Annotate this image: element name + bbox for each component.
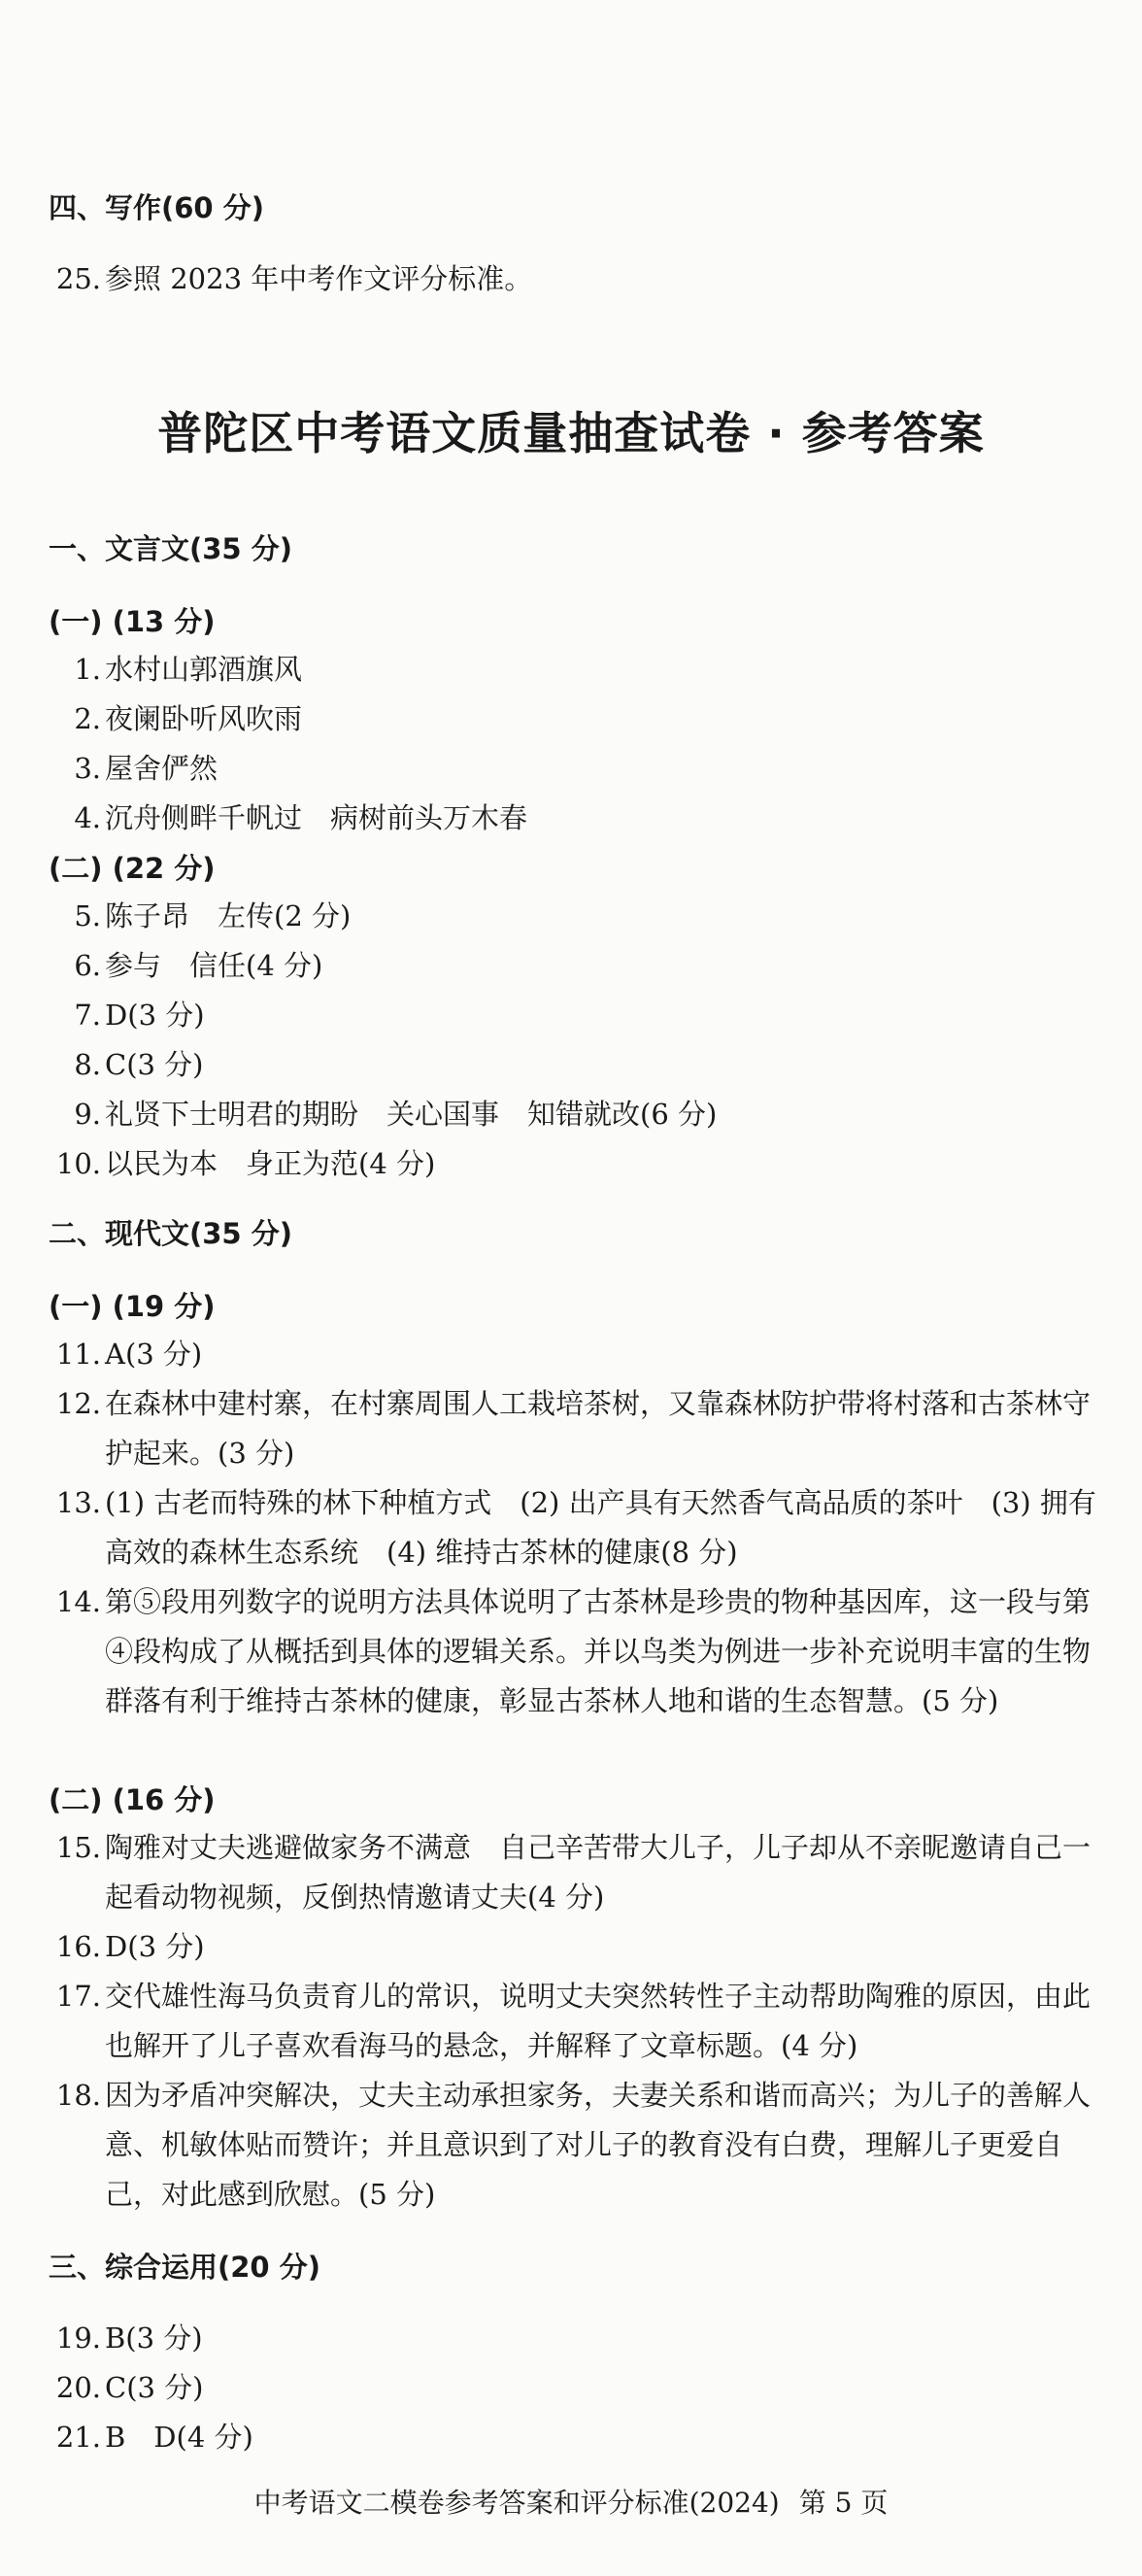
answer-item-3 xyxy=(49,744,1097,794)
item-text: 水村山郭酒旗风 xyxy=(105,653,303,686)
answer-item-9 xyxy=(49,1090,1097,1139)
answer-item-20 xyxy=(49,2363,1097,2413)
subsection-heading-modern-1: (一) (19 分) xyxy=(49,1290,216,1323)
section-heading-comprehensive: 三、综合运用(20 分) xyxy=(49,2251,320,2284)
item-number: 10. xyxy=(55,1147,101,1180)
item-number: 11. xyxy=(55,1338,101,1371)
item-text: 沉舟侧畔千帆过 病树前头万木春 xyxy=(105,801,528,834)
subsection-heading-classical-1: (一) (13 分) xyxy=(49,605,216,638)
answer-item-4 xyxy=(49,794,1097,843)
item-text: 屋舍俨然 xyxy=(105,752,218,785)
item-text: D(3 分) xyxy=(105,999,205,1032)
answer-item-16 xyxy=(49,1922,1097,1972)
answer-item-10 xyxy=(49,1139,1097,1189)
item-text: 在森林中建村寨，在村寨周围人工栽培茶树，又靠森林防护带将村落和古茶林守护起来。(3 分) xyxy=(105,1387,1092,1470)
item-number: 2. xyxy=(74,702,101,735)
answer-item-7 xyxy=(49,991,1097,1040)
answer-item-6 xyxy=(49,941,1097,991)
item-number: 21. xyxy=(55,2421,101,2454)
item-text: 因为矛盾冲突解决，丈夫主动承担家务，夫妻关系和谐而高兴；为儿子的善解人意、机敏体贴而赞许；并且意识到了对儿子的教育没有白费，理解儿子更爱自己，对此感到欣慰。(5 分) xyxy=(105,2079,1092,2211)
item-text: 陈子昂 左传(2 分) xyxy=(105,899,352,932)
footer-text: 中考语文二模卷参考答案和评分标准(2024) xyxy=(253,2487,780,2519)
item-number: 12. xyxy=(55,1387,101,1420)
item-number: 20. xyxy=(55,2371,101,2404)
item-number: 4. xyxy=(74,801,101,834)
section-heading-modern: 二、现代文(35 分) xyxy=(49,1217,292,1250)
answer-item-5 xyxy=(49,892,1097,941)
item-text: 第⑤段用列数字的说明方法具体说明了古茶林是珍贵的物种基因库，这一段与第④段构成了从概括到具体的逻辑关系。并以鸟类为例进一步补充说明丰富的生物群落有利于维持古茶林的健康，彰显古茶林人地和谐的生态智慧。(5 分) xyxy=(105,1585,1092,1717)
item-text: C(3 分) xyxy=(105,1048,204,1081)
item-number: 16. xyxy=(55,1930,101,1963)
item-text: (1) 古老而特殊的林下种植方式 (2) 出产具有天然香气高品质的茶叶 (3) 拥有高效的森林生态系统 (4) 维持古茶林的健康(8 分) xyxy=(105,1486,1096,1569)
item-text: D(3 分) xyxy=(105,1930,205,1963)
page-title: 普陀区中考语文质量抽查试卷 · 参考答案 xyxy=(157,407,985,459)
answer-item-21 xyxy=(49,2413,1097,2462)
item-number: 8. xyxy=(74,1048,101,1081)
item-number: 5. xyxy=(74,899,101,932)
page-number: 第 5 页 xyxy=(798,2487,889,2519)
answer-item-13 xyxy=(49,1478,1097,1569)
answer-item-25 xyxy=(49,254,1097,304)
item-text: B D(4 分) xyxy=(105,2421,253,2454)
item-number: 19. xyxy=(55,2322,101,2355)
section-heading-classical: 一、文言文(35 分) xyxy=(49,532,292,565)
answer-item-12 xyxy=(49,1379,1097,1470)
section-heading-writing: 四、写作(60 分) xyxy=(49,191,264,224)
answer-item-1 xyxy=(49,645,1097,695)
item-text: 以民为本 身正为范(4 分) xyxy=(105,1147,436,1180)
item-text: 参照 2023 年中考作文评分标准。 xyxy=(105,262,533,295)
item-number: 15. xyxy=(55,1831,101,1864)
item-number: 7. xyxy=(74,999,101,1032)
answer-item-11 xyxy=(49,1330,1097,1379)
item-number: 17. xyxy=(55,1980,101,2013)
answer-item-2 xyxy=(49,695,1097,744)
item-number: 13. xyxy=(55,1486,101,1519)
item-number: 9. xyxy=(74,1098,101,1131)
item-number: 1. xyxy=(74,653,101,686)
item-number: 18. xyxy=(55,2079,101,2112)
answer-item-15 xyxy=(49,1823,1097,1914)
answer-item-8 xyxy=(49,1040,1097,1090)
item-text: A(3 分) xyxy=(105,1338,203,1371)
item-text: 礼贤下士明君的期盼 关心国事 知错就改(6 分) xyxy=(105,1098,718,1131)
page-footer xyxy=(0,2482,1142,2521)
answer-item-14 xyxy=(49,1577,1097,1717)
item-text: 陶雅对丈夫逃避做家务不满意 自己辛苦带大儿子，儿子却从不亲昵邀请自己一起看动物视频，反倒热情邀请丈夫(4 分) xyxy=(105,1831,1092,1914)
item-text: C(3 分) xyxy=(105,2371,204,2404)
item-number: 3. xyxy=(74,752,101,785)
answer-item-18 xyxy=(49,2071,1097,2211)
item-text: B(3 分) xyxy=(105,2322,203,2355)
item-number: 25. xyxy=(55,262,101,295)
item-text: 参与 信任(4 分) xyxy=(105,949,323,982)
item-text: 夜阑卧听风吹雨 xyxy=(105,702,303,735)
item-number: 14. xyxy=(55,1585,101,1618)
subsection-heading-classical-2: (二) (22 分) xyxy=(49,852,216,885)
answer-item-17 xyxy=(49,1972,1097,2062)
subsection-heading-modern-2: (二) (16 分) xyxy=(49,1783,216,1816)
item-text: 交代雄性海马负责育儿的常识，说明丈夫突然转性子主动帮助陶雅的原因，由此也解开了儿子喜欢看海马的悬念，并解释了文章标题。(4 分) xyxy=(105,1980,1092,2062)
item-number: 6. xyxy=(74,949,101,982)
answer-item-19 xyxy=(49,2314,1097,2363)
